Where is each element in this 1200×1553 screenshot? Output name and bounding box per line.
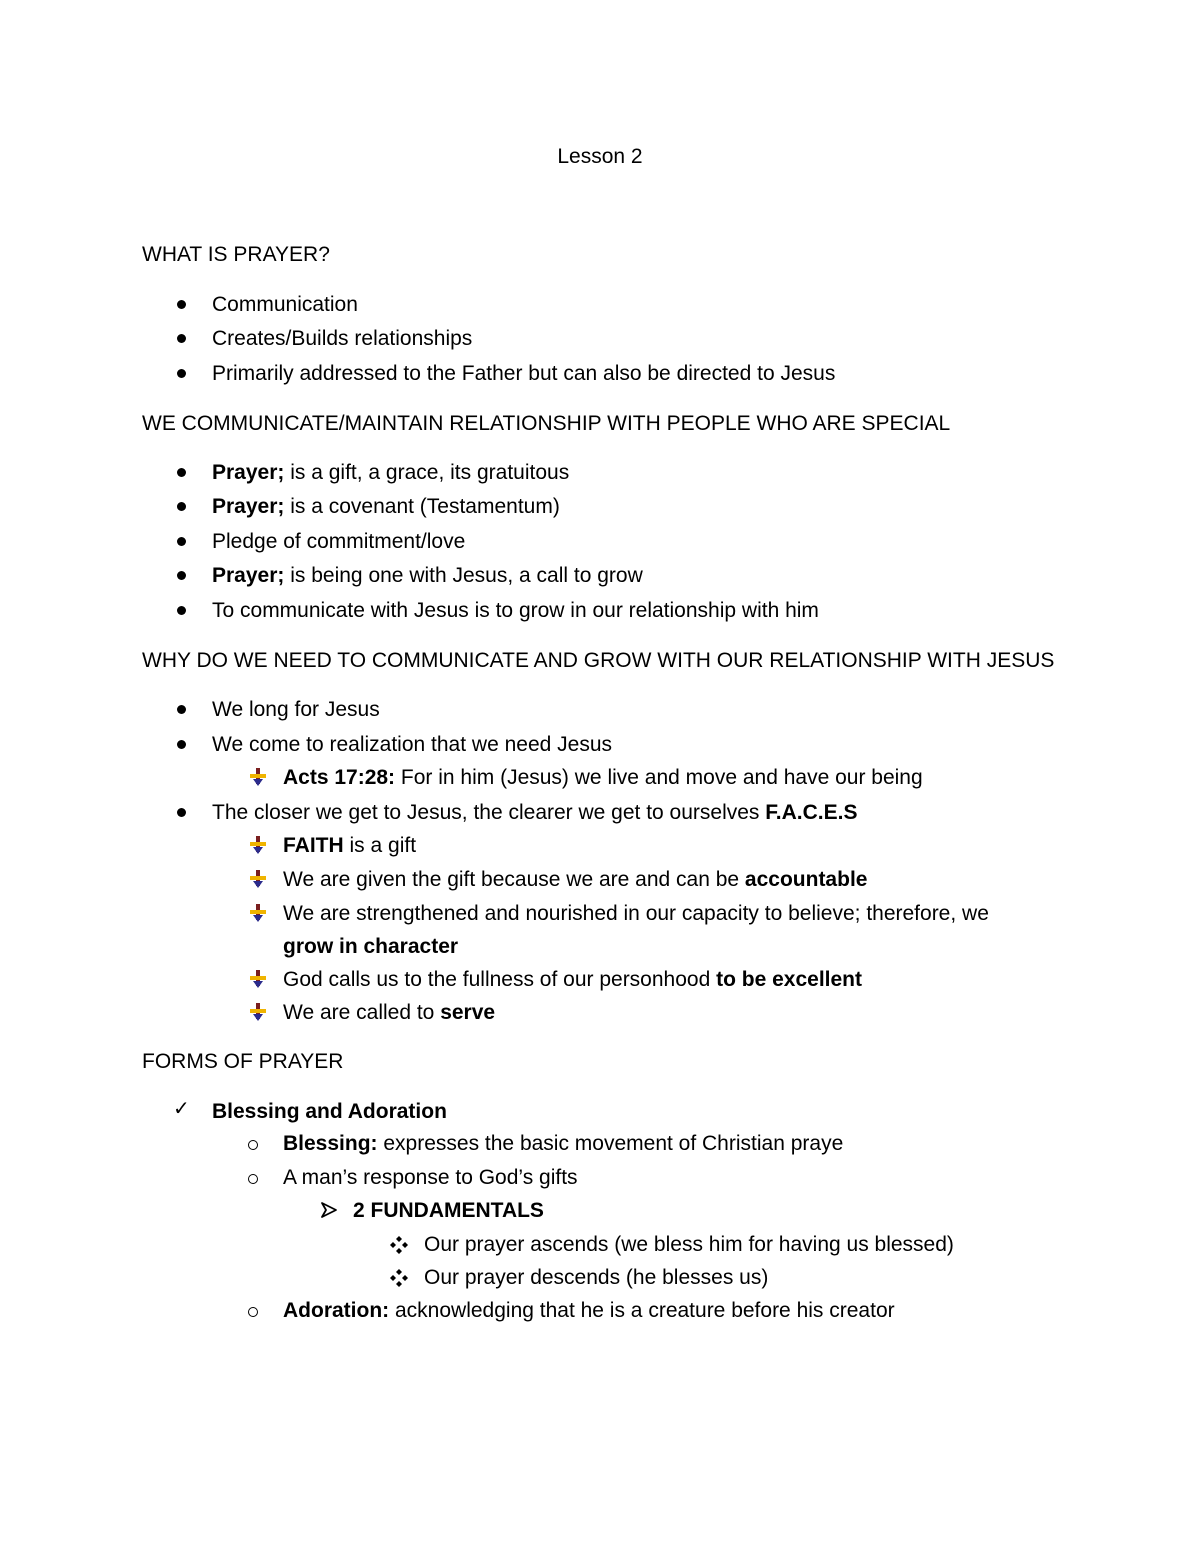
sub-list-item: We are strengthened and nourished in our capacity to believe; therefore, we	[283, 902, 989, 925]
item-text: is being one with Jesus, a call to grow	[284, 564, 643, 587]
sub-list-item	[283, 969, 862, 990]
hollow-bullet-icon	[248, 1174, 258, 1184]
section-heading-communicate: WE COMMUNICATE/MAINTAIN RELATIONSHIP WITH PEOPLE WHO ARE SPECIAL	[142, 412, 951, 435]
cross-arrow-icon	[247, 902, 269, 924]
bold-label: Prayer;	[212, 495, 285, 518]
bullet-icon	[177, 705, 186, 714]
arrowhead-icon	[320, 1201, 338, 1219]
deep-list-item: Our prayer ascends (we bless him for having us blessed)	[424, 1233, 954, 1256]
list-item: Communication	[212, 293, 358, 316]
bold-label: F.A.C.E.S	[765, 801, 858, 824]
page-title: Lesson 2	[557, 145, 643, 168]
section-heading-forms-of-prayer: FORMS OF PRAYER	[142, 1050, 344, 1073]
bullet-icon	[177, 808, 186, 817]
item-text: acknowledging that he is a creature before his creator	[389, 1299, 895, 1322]
four-diamond-icon	[389, 1268, 409, 1288]
item-text: Pledge of commitment/love	[212, 530, 466, 553]
item-text: is a covenant (Testamentum)	[284, 495, 560, 518]
bold-label: Blessing and Adoration	[212, 1100, 447, 1123]
item-text: We are given the gift because we are and can be	[283, 868, 745, 891]
bullet-icon	[177, 740, 186, 749]
bullet-icon	[177, 502, 186, 511]
item-text: expresses the basic movement of Christian praye	[377, 1132, 844, 1155]
bold-label: grow in character	[283, 935, 459, 958]
bold-label: to be excellent	[716, 968, 862, 991]
cross-arrow-icon	[247, 766, 269, 788]
list-item: Primarily addressed to the Father but can also be directed to Jesus	[212, 362, 836, 385]
list-item	[212, 565, 643, 586]
bullet-icon	[177, 334, 186, 343]
cross-arrow-icon	[247, 834, 269, 856]
list-item	[212, 531, 465, 552]
item-text: God calls us to the fullness of our personhood	[283, 968, 717, 991]
hollow-bullet-icon	[248, 1140, 258, 1150]
bold-label: Blessing:	[283, 1132, 378, 1155]
four-diamond-icon	[389, 1235, 409, 1255]
bullet-icon	[177, 369, 186, 378]
list-item	[212, 462, 569, 483]
bold-label: accountable	[744, 868, 868, 891]
check-icon: ✓	[173, 1098, 190, 1120]
list-item: We come to realization that we need Jesus	[212, 733, 612, 756]
sub-list-item: A man’s response to God’s gifts	[283, 1166, 578, 1189]
list-item: Creates/Builds relationships	[212, 327, 473, 350]
hollow-bullet-icon	[248, 1307, 258, 1317]
bullet-icon	[177, 571, 186, 580]
item-text: For in him (Jesus) we live and move and have our being	[395, 766, 923, 789]
bold-label: Acts 17:28:	[283, 766, 396, 789]
sub-list-item	[283, 869, 867, 890]
list-item	[212, 802, 857, 823]
item-text: is a gift	[343, 834, 417, 857]
section-heading-why: WHY DO WE NEED TO COMMUNICATE AND GROW WITH OUR RELATIONSHIP WITH JESUS	[142, 649, 1055, 672]
bold-label: 2 FUNDAMENTALS	[353, 1199, 544, 1222]
list-item: We long for Jesus	[212, 698, 380, 721]
list-item	[212, 1101, 447, 1122]
sub-list-item	[283, 1133, 843, 1154]
sub-list-item-continuation	[283, 936, 458, 957]
item-text: To communicate with Jesus is to grow in our relationship with him	[212, 599, 819, 622]
bullet-icon	[177, 300, 186, 309]
bold-label: Adoration:	[283, 1299, 390, 1322]
cross-arrow-icon	[247, 868, 269, 890]
cross-arrow-icon	[247, 968, 269, 990]
list-item	[212, 600, 819, 621]
list-item	[212, 496, 560, 517]
bullet-icon	[177, 606, 186, 615]
bullet-icon	[177, 468, 186, 477]
bold-label: Prayer;	[212, 564, 285, 587]
deep-list-item: Our prayer descends (he blesses us)	[424, 1266, 769, 1289]
bullet-icon	[177, 537, 186, 546]
bold-label: Prayer;	[212, 461, 285, 484]
bold-label: FAITH	[283, 834, 344, 857]
bold-label: serve	[440, 1001, 496, 1024]
sub-sub-list-item	[353, 1200, 544, 1221]
sub-list-item	[283, 835, 416, 856]
sub-list-item	[283, 1002, 495, 1023]
sub-list-item	[283, 1300, 895, 1321]
section-heading-what-is-prayer: WHAT IS PRAYER?	[142, 243, 330, 266]
sub-list-item	[283, 767, 923, 788]
item-text: We are called to	[283, 1001, 441, 1024]
item-text: The closer we get to Jesus, the clearer we get to ourselves	[212, 801, 766, 824]
cross-arrow-icon	[247, 1001, 269, 1023]
item-text: is a gift, a grace, its gratuitous	[284, 461, 570, 484]
